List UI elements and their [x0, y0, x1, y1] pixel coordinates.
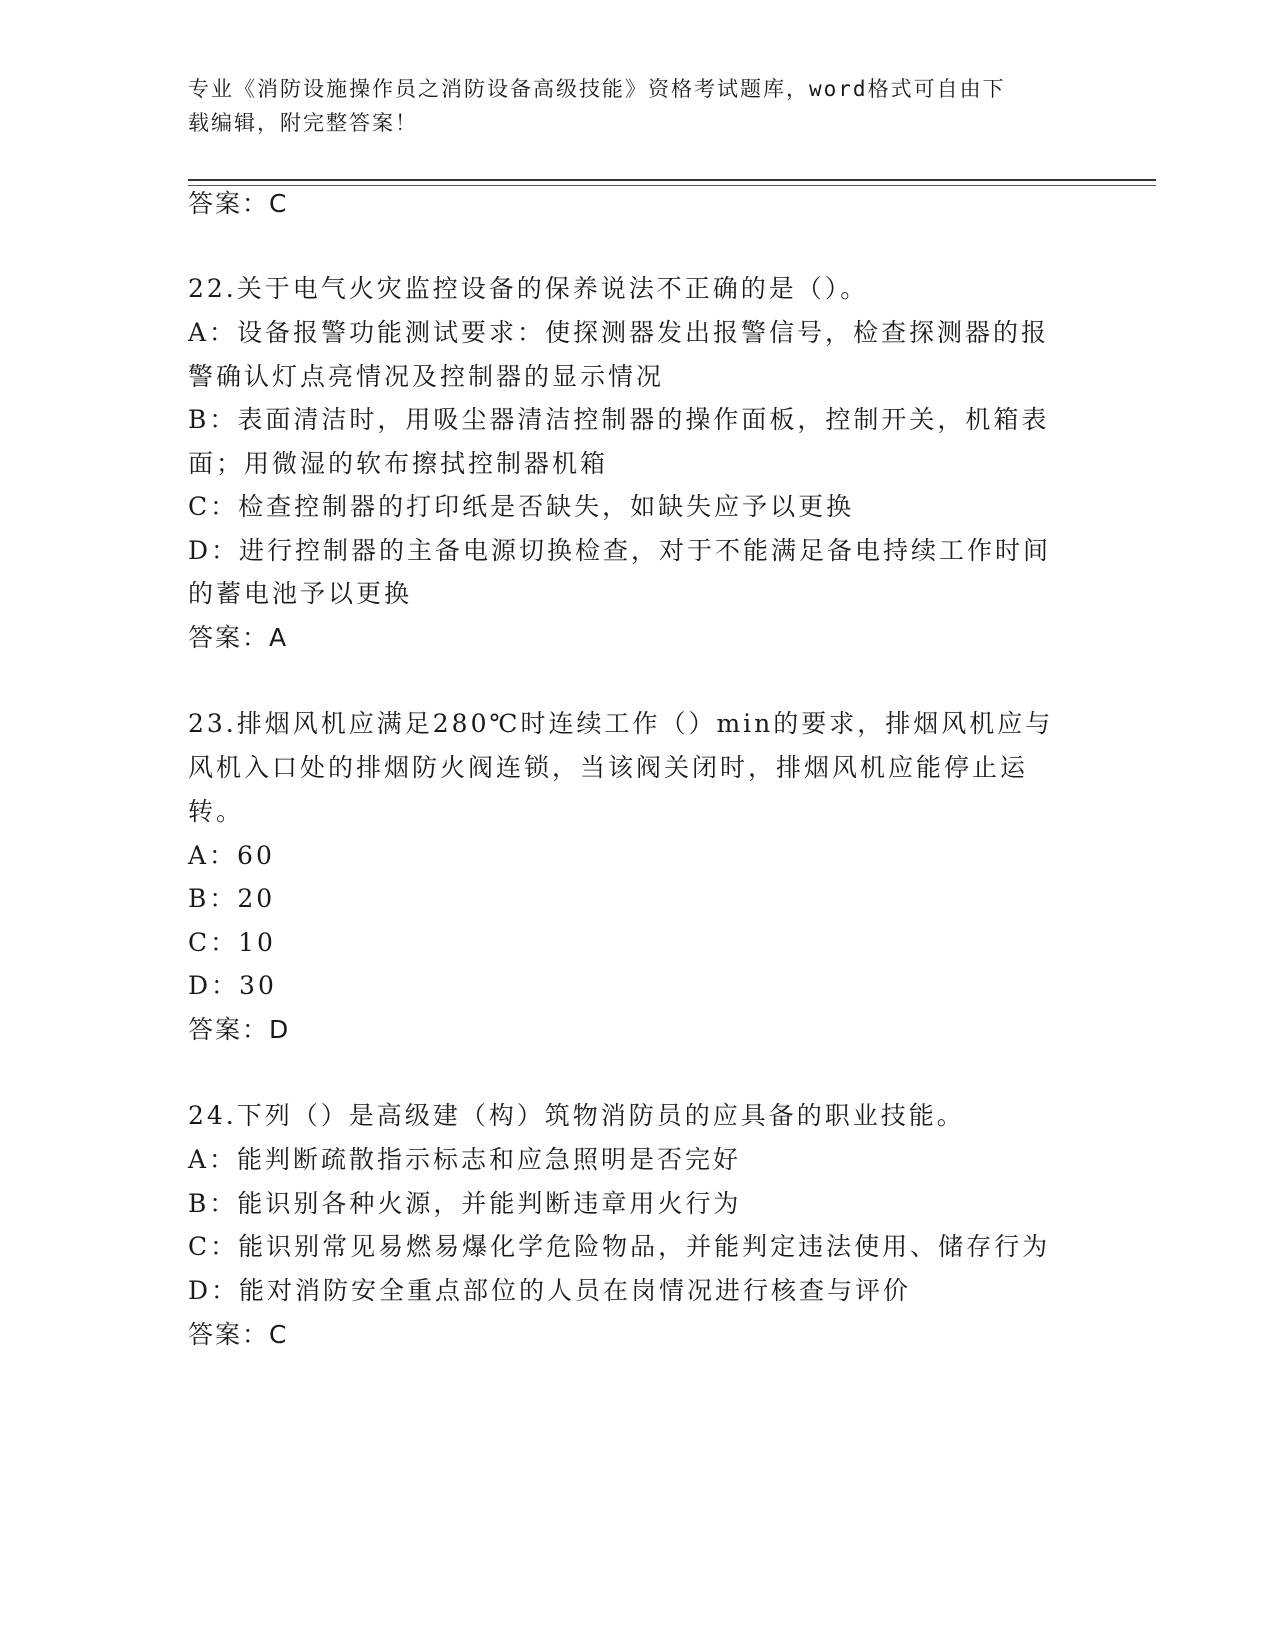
q23-option-c: C：10 — [188, 928, 276, 957]
header-divider-thin — [188, 185, 1156, 186]
answer-q24: 答案：C — [188, 1320, 289, 1349]
answer-q22: 答案：A — [188, 623, 289, 652]
answer-q21: 答案：C — [188, 189, 289, 218]
header-line-1: 专业《消防设施操作员之消防设备高级技能》资格考试题库，word格式可自由下 — [188, 77, 1006, 101]
q24-option-d: D：能对消防安全重点部位的人员在岗情况进行核查与评价 — [188, 1276, 912, 1305]
q23-stem-line2: 风机入口处的排烟防火阀连锁，当该阀关闭时，排烟风机应能停止运 — [188, 753, 1029, 782]
q22-option-c: C：检查控制器的打印纸是否缺失，如缺失应予以更换 — [188, 492, 855, 521]
q24-option-a: A：能判断疏散指示标志和应急照明是否完好 — [188, 1145, 742, 1174]
q22-option-b-line2: 面；用微湿的软布擦拭控制器机箱 — [188, 449, 609, 478]
q23-option-a: A：60 — [188, 841, 275, 870]
document-header — [188, 72, 1088, 140]
q23-option-d: D：30 — [188, 971, 277, 1000]
q22-option-b-line1: B：表面清洁时，用吸尘器清洁控制器的操作面板，控制开关，机箱表 — [188, 405, 1050, 434]
answer-q23: 答案：D — [188, 1015, 291, 1044]
q22-option-a-line2: 警确认灯点亮情况及控制器的显示情况 — [188, 362, 665, 391]
q22-option-a-line1: A：设备报警功能测试要求：使探测器发出报警信号，检查探测器的报 — [188, 318, 1050, 347]
q22-option-d-line2: 的蓄电池予以更换 — [188, 579, 413, 608]
q24-stem: 24.下列（）是高级建（构）筑物消防员的应具备的职业技能。 — [188, 1101, 965, 1130]
q22-stem: 22.关于电气火灾监控设备的保养说法不正确的是（）。 — [188, 274, 869, 303]
q23-stem-line3: 转。 — [188, 797, 245, 826]
header-line-2: 载编辑，附完整答案！ — [188, 111, 418, 135]
q22-option-d-line1: D：进行控制器的主备电源切换检查，对于不能满足备电持续工作时间 — [188, 536, 1052, 565]
q23-stem-line1: 23.排烟风机应满足280℃时连续工作（）min的要求，排烟风机应与 — [188, 709, 1054, 738]
q24-option-c: C：能识别常见易燃易爆化学危险物品，并能判定违法使用、储存行为 — [188, 1232, 1051, 1261]
q24-option-b: B：能识别各种火源，并能判断违章用火行为 — [188, 1189, 742, 1218]
header-divider-thick — [188, 179, 1156, 181]
q23-option-b: B：20 — [188, 884, 276, 913]
